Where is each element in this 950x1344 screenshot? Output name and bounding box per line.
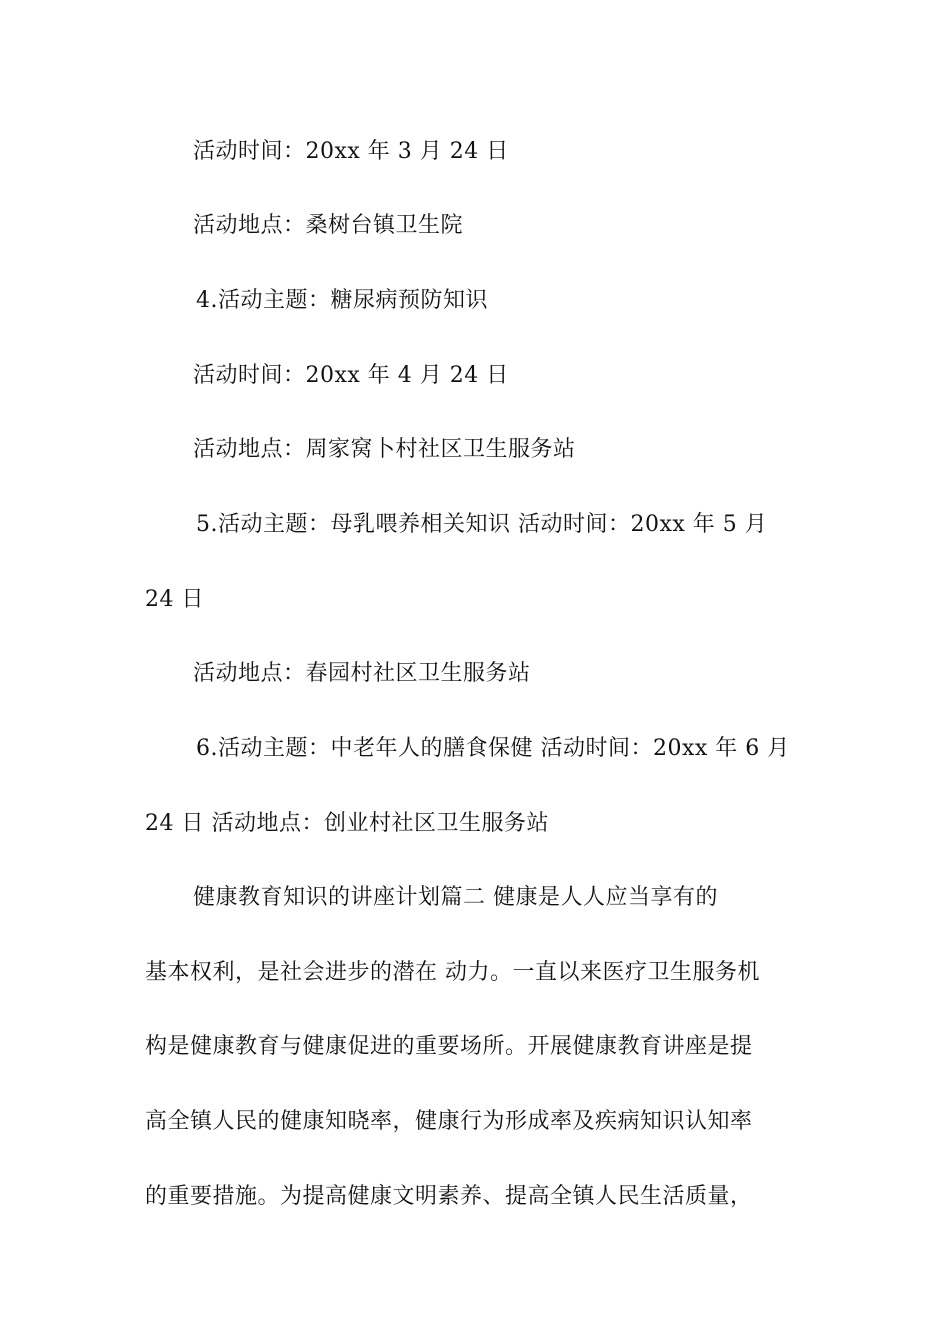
paragraph-line: 24 日: [145, 587, 204, 612]
paragraph-line: 高全镇人民的健康知晓率，健康行为形成率及疾病知识认知率: [145, 1109, 753, 1134]
paragraph-line: 24 日 活动地点：创业村社区卫生服务站: [145, 811, 549, 836]
paragraph-line: 基本权利，是社会进步的潜在 动力。一直以来医疗卫生服务机: [145, 960, 760, 985]
paragraph-line: 活动地点：周家窝卜村社区卫生服务站: [193, 437, 576, 462]
paragraph-line: 6.活动主题：中老年人的膳食保健 活动时间：20xx 年 6 月: [196, 736, 790, 761]
paragraph-line: 活动时间：20xx 年 3 月 24 日: [193, 139, 509, 164]
paragraph-line: 的重要措施。为提高健康文明素养、提高全镇人民生活质量，: [145, 1184, 753, 1209]
paragraph-line: 活动地点：春园村社区卫生服务站: [193, 661, 531, 686]
paragraph-line: 4.活动主题：糖尿病预防知识: [196, 288, 488, 313]
paragraph-line: 构是健康教育与健康促进的重要场所。开展健康教育讲座是提: [145, 1034, 753, 1059]
paragraph-line: 5.活动主题：母乳喂养相关知识 活动时间：20xx 年 5 月: [196, 512, 768, 537]
paragraph-line: 活动时间：20xx 年 4 月 24 日: [193, 363, 509, 388]
paragraph-line: 健康教育知识的讲座计划篇二 健康是人人应当享有的: [193, 885, 718, 910]
paragraph-line: 活动地点：桑树台镇卫生院: [193, 213, 464, 238]
